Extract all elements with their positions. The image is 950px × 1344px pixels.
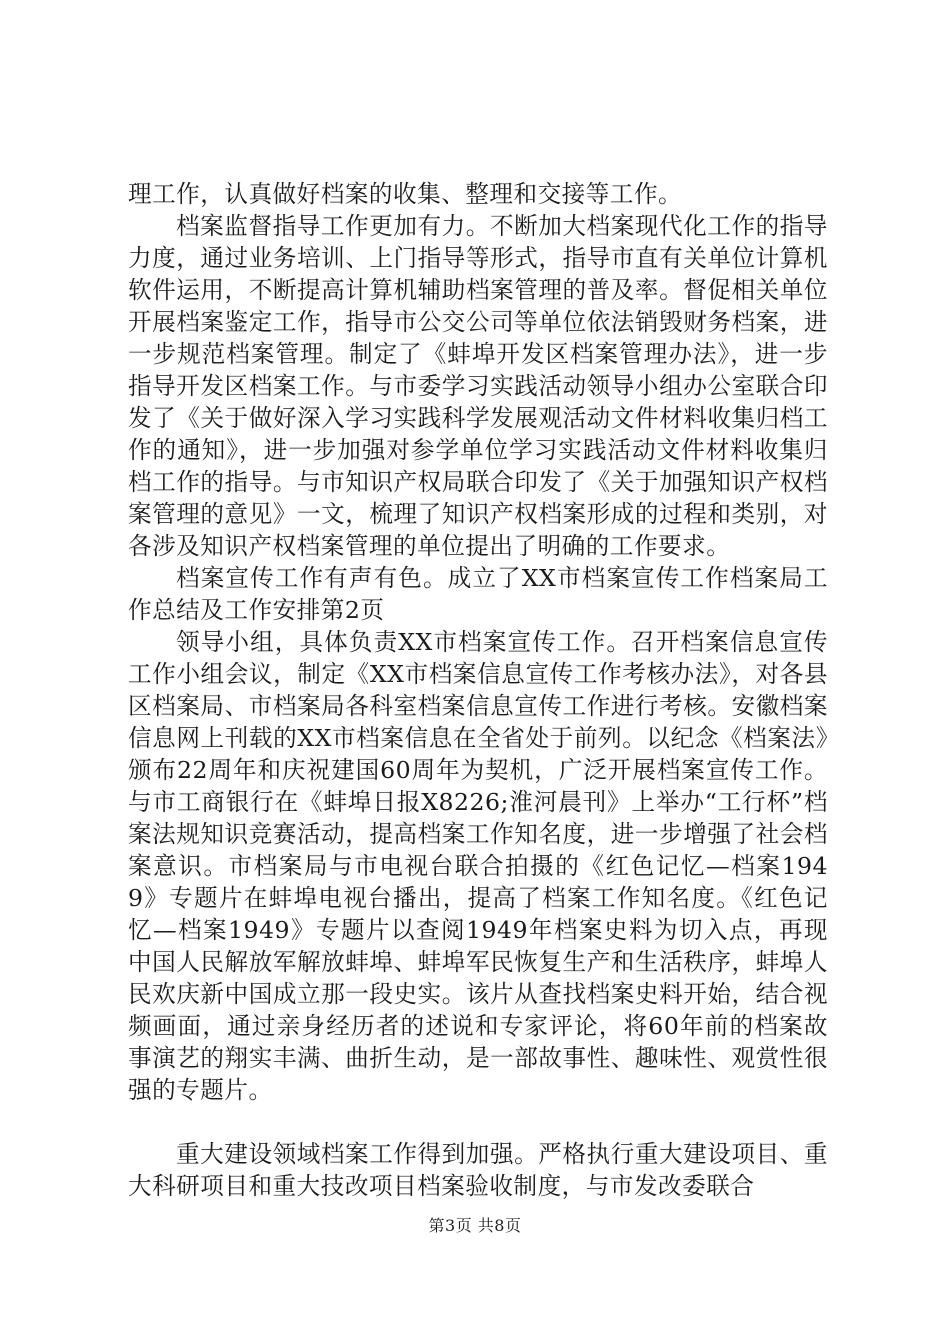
page-footer: 第3页 共8页 — [428, 1216, 522, 1235]
paragraph-publicity-heading: 档案宣传工作有声有色。成立了XX市档案宣传工作档案局工作总结及工作安排第2页 — [128, 564, 828, 624]
paragraph-continuation: 理工作，认真做好档案的收集、整理和交接等工作。 — [128, 180, 683, 208]
document-body — [128, 178, 828, 1202]
paragraph-supervision-guidance: 档案监督指导工作更加有力。不断加大档案现代化工作的指导力度，通过业务培训、上门指导等形式，指导市直有关单位计算机软件运用，不断提高计算机辅助档案管理的普及率。督促相关单位开展档案鉴定工作，指导市公交公司等单位依法销毁财务档案，进一步规范档案管理。制定了《蚌埠开发区档案管理办法》，进一步指导开发区档案工作。与市委学习实践活动领导小组办公室联合印发了《关于做好深入学习实践科学发展观活动文件材料收集归档工作的通知》，进一步加强对参学单位学习实践活动文件材料收集归档工作的指导。与市知识产权局联合印发了《关于加强知识产权档案管理的意见》一文，梳理了知识产权档案形成的过程和类别，对各涉及知识产权档案管理的单位提出了明确的工作要求。 — [128, 212, 828, 560]
paragraph-major-construction: 重大建设领域档案工作得到加强。严格执行重大建设项目、重大科研项目和重大技改项目档案验收制度，与市发改委联合 — [128, 1140, 828, 1200]
paragraph-publicity-work: 领导小组，具体负责XX市档案宣传工作。召开档案信息宣传工作小组会议，制定《XX市档案信息宣传工作考核办法》，对各县区档案局、市档案局各科室档案信息宣传工作进行考核。安徽档案信息网上刊载的XX市档案信息在全省处于前列。以纪念《档案法》颁布22周年和庆祝建国60周年为契机，广泛开展档案宣传工作。与市工商银行在《蚌埠日报X8226;淮河晨刊》上举办“工行杯”档案法规知识竞赛活动，提高档案工作知名度，进一步增强了社会档案意识。市档案局与市电视台联合拍摄的《红色记忆—档案1949》专题片在蚌埠电视台播出，提高了档案工作知名度。《红色记忆—档案1949》专题片以查阅1949年档案史料为切入点，再现中国人民解放军解放蚌埠、蚌埠军民恢复生产和生活秩序，蚌埠人民欢庆新中国成立那一段史实。该片从查找档案史料开始，结合视频画面，通过亲身经历者的述说和专家评论，将60年前的档案故事演艺的翔实丰满、曲折生动，是一部故事性、趣味性、观赏性很强的专题片。 — [128, 628, 828, 1104]
